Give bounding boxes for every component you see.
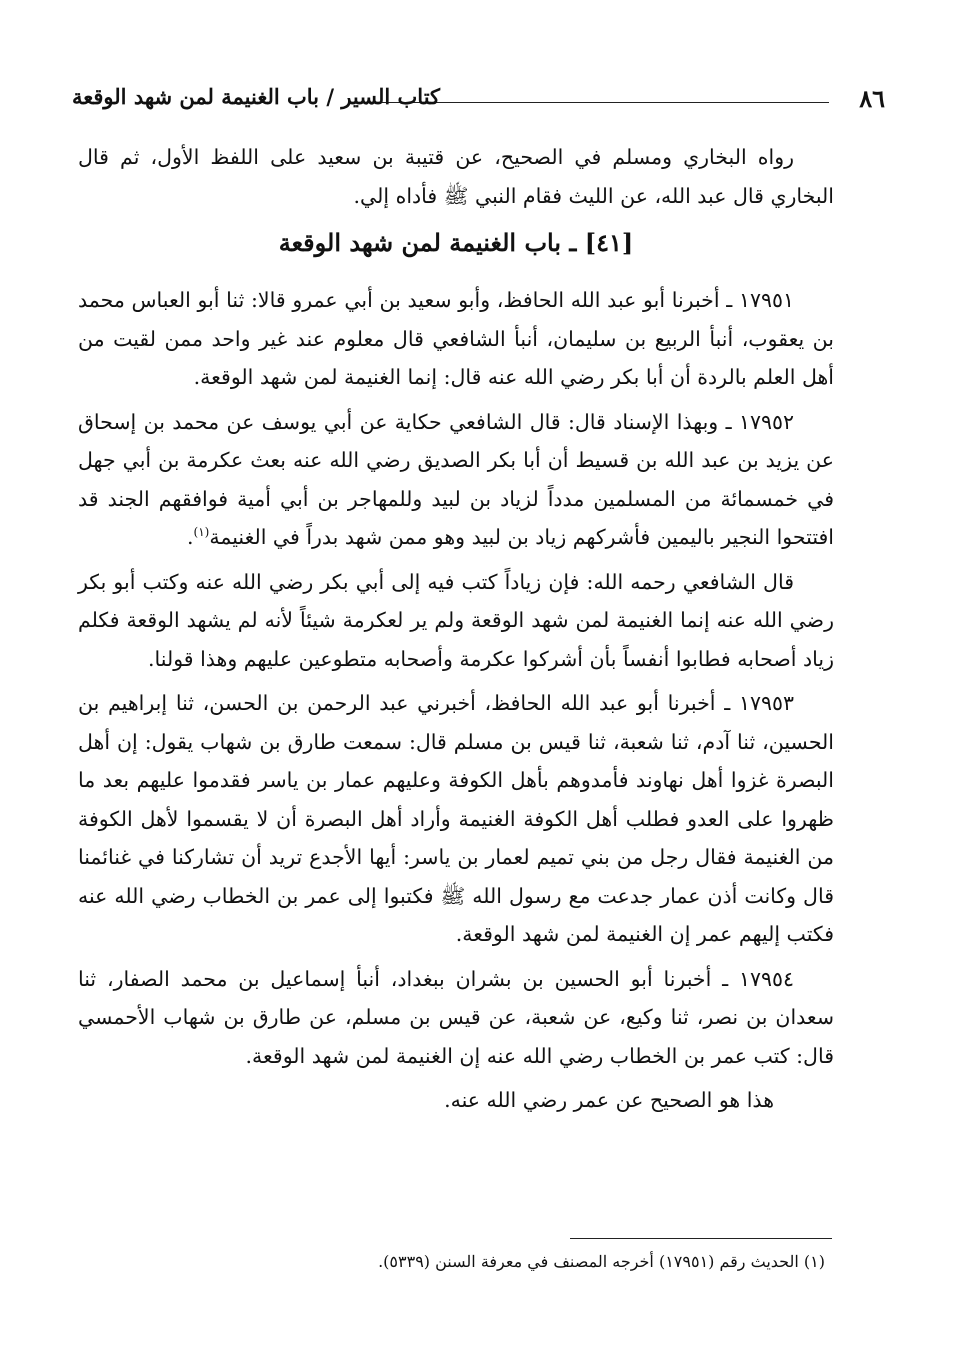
hadith-17954: ١٧٩٥٤ ـ أخبرنا أبو الحسين بن بشران ببغداد، أنبأ إسماعيل بن محمد الصفار، ثنا سعدان بن نصر، ثنا وكيع، عن شعبة، عن قيس بن مسلم، عن طارق بن شهاب الأحمسي قال: كتب عمر بن الخطاب رضي الله عنه إن الغنيمة لمن شهد الوقعة. xyxy=(78,966,834,1068)
intro-paragraph: رواه البخاري ومسلم في الصحيح، عن قتيبة بن سعيد على اللفظ الأول، ثم قال البخاري قال عبد الله، عن الليث فقام النبي ﷺ فأداه إلي. xyxy=(78,145,834,208)
footnote-marker[interactable]: (١) xyxy=(193,525,210,540)
running-title: كتاب السير / باب الغنيمة لمن شهد الوقعة xyxy=(72,84,441,109)
hadith-17952-end: . xyxy=(187,525,194,549)
hadith-17953: ١٧٩٥٣ ـ أخبرنا أبو عبد الله الحافظ، أخبرني عبد الرحمن بن الحسن، ثنا إبراهيم بن الحسين، ثنا آدم، ثنا شعبة، ثنا قيس بن مسلم قال: سمعت طارق بن شهاب يقول: إن أهل البصرة غزوا أهل نهاوند فأمدوهم بأهل الكوفة وعليهم عمار بن ياسر فقدموا عليهم بعد ما ظهروا على العدو فطلب أهل الكوفة الغنيمة وأراد أهل البصرة أن لا يقسموا لأهل الكوفة من الغنيمة فقال رجل من بني تميم لعمار بن ياسر: أيها الأجدع تريد أن تشاركنا في غنائمنا قال وكانت أذن عمار جدعت مع رسول الله ﷺ فكتبوا إلى عمر بن الخطاب رضي الله عنه فكتب إليهم عمر إن الغنيمة لمن شهد الوقعة. xyxy=(78,691,834,946)
main-text xyxy=(78,138,834,1126)
header-rule xyxy=(382,102,829,103)
chapter-heading: [٤١] ـ باب الغنيمة لمن شهد الوقعة xyxy=(278,228,634,257)
footnote-rule xyxy=(570,1238,832,1239)
running-header xyxy=(72,82,885,118)
hadith-17952 xyxy=(78,403,834,557)
closing-remark: هذا هو الصحيح عن عمر رضي الله عنه. xyxy=(444,1088,774,1112)
hadith-17952-text: ١٧٩٥٢ ـ وبهذا الإسناد قال: قال الشافعي حكاية عن أبي يوسف عن محمد بن إسحاق عن يزيد بن عبد الله بن قسيط أن أبا بكر الصديق رضي الله عنه بعث عكرمة بن أبي جهل في خمسمائة من المسلمين مدداً لزياد بن لبيد وللمهاجر بن أبي أمية فوافقهم الجند قد افتتحوا النجير باليمين فأشركهم زياد بن لبيد وهو ممن شهد بدراً في الغنيمة xyxy=(78,409,834,549)
hadith-17951: ١٧٩٥١ ـ أخبرنا أبو عبد الله الحافظ، وأبو سعيد بن أبي عمرو قالا: ثنا أبو العباس محمد بن يعقوب، أنبأ الربيع بن سليمان، أنبأ الشافعي قال معلوم عند غير واحد ممن لقيت من أهل العلم بالردة أن أبا بكر رضي الله عنه قال: إنما الغنيمة لمن شهد الوقعة. xyxy=(78,288,834,389)
shafii-comment: قال الشافعي رحمه الله: فإن زياداً كتب فيه إلى أبي بكر رضي الله عنه وكتب أبو بكر رضي الله عنه إنما الغنيمة لمن شهد الوقعة ولم ير لعكرمة شيئاً لأنه لم يشهد الوقعة فكلم زياد أصحابه فطابوا أنفساً بأن أشركوا عكرمة وأصحابه متطوعين عليهم وهذا قولنا. xyxy=(78,569,834,671)
page-number: ٨٦ xyxy=(859,84,885,113)
footnote: (١) الحديث رقم (١٧٩٥١) أخرجه المصنف في معرفة السنن (٥٣٣٩). xyxy=(378,1252,825,1271)
